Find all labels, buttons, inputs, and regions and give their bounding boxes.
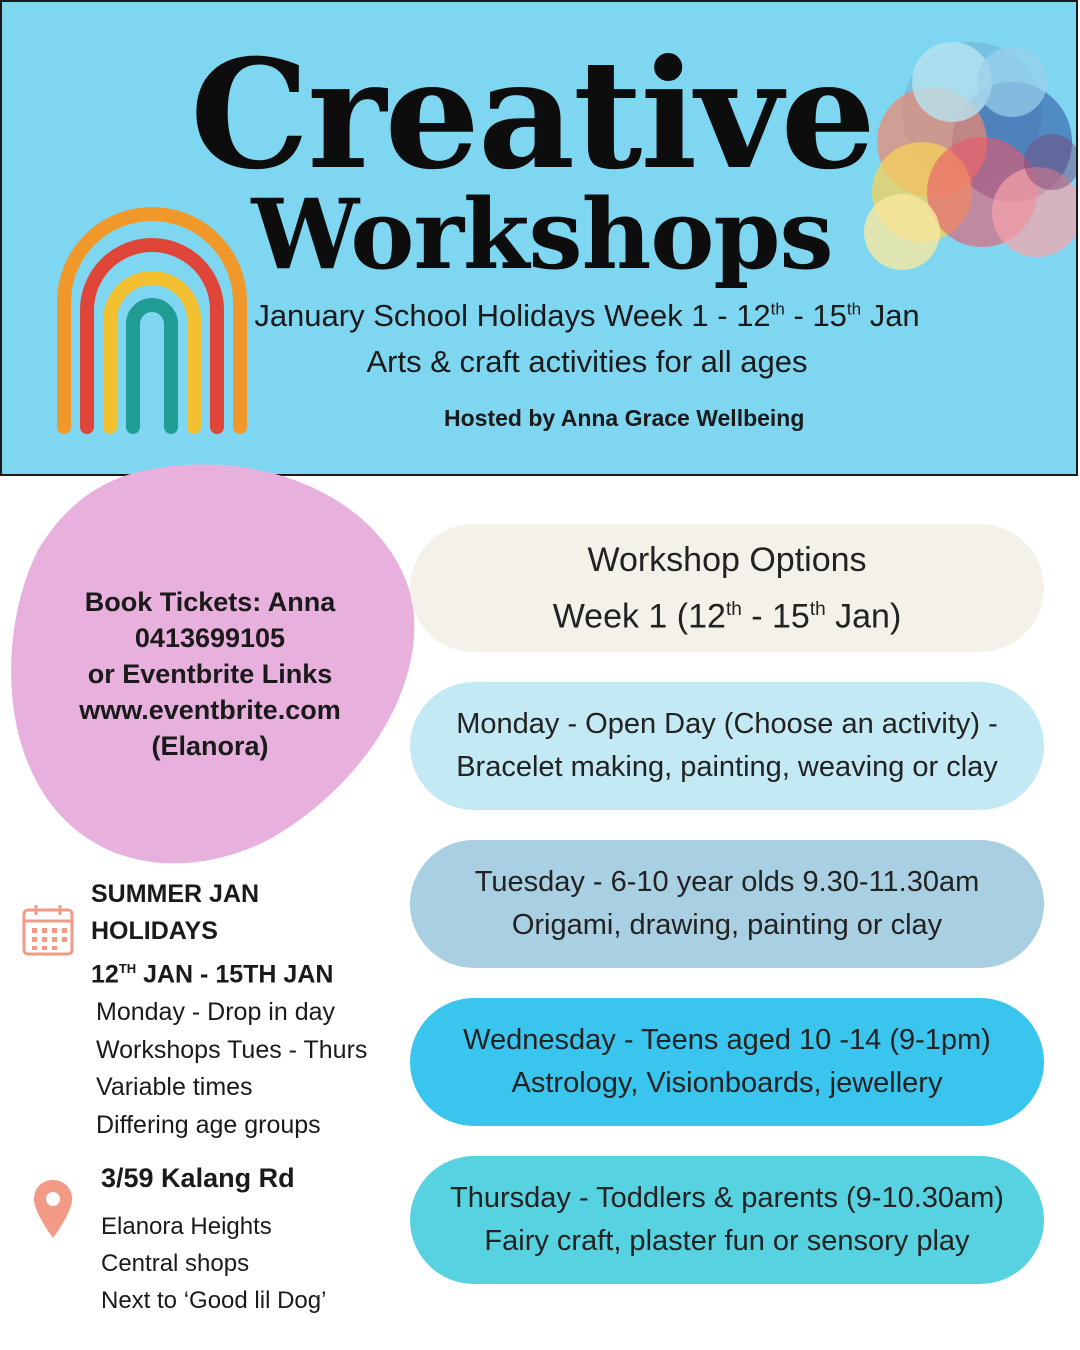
workshop-options-pill bbox=[410, 524, 1044, 652]
address-line: Elanora Heights bbox=[101, 1213, 272, 1240]
summer-holidays: SUMMER JAN HOLIDAYS 12TH JAN - 15TH JAN bbox=[91, 880, 334, 989]
thursday-title: Thursday - Toddlers & parents (9-10.30am) bbox=[450, 1182, 1004, 1214]
wednesday-activities: Astrology, Visionboards, jewellery bbox=[511, 1067, 943, 1099]
address-details bbox=[101, 1208, 326, 1319]
booking-or: or Eventbrite Links bbox=[87, 659, 333, 689]
wednesday-title: Wednesday - Teens aged 10 -14 (9-1pm) bbox=[463, 1024, 991, 1056]
booking-name: Book Tickets: Anna bbox=[84, 587, 336, 617]
booking-info bbox=[40, 584, 380, 764]
tuesday-title: Tuesday - 6-10 year olds 9.30-11.30am bbox=[474, 866, 980, 898]
booking-location: (Elanora) bbox=[151, 731, 269, 761]
hosted-by: Hosted by Anna Grace Wellbeing bbox=[444, 405, 805, 431]
activities-tagline: Arts & craft activities for all ages bbox=[366, 344, 808, 379]
note-item: Monday - Drop in day bbox=[96, 998, 336, 1026]
holiday-dates: January School Holidays Week 1 - 12th - 15th Jan bbox=[254, 298, 920, 333]
eventbrite-link[interactable]: www.eventbrite.com bbox=[79, 695, 341, 725]
header-banner bbox=[0, 0, 1078, 476]
note-item: Variable times bbox=[96, 1073, 253, 1101]
wednesday-pill bbox=[410, 998, 1044, 1126]
page-subtitle: Workshops bbox=[251, 178, 833, 291]
booking-phone[interactable]: 0413699105 bbox=[134, 623, 286, 653]
thursday-activities: Fairy craft, plaster fun or sensory play bbox=[484, 1225, 970, 1257]
location-pin-icon bbox=[32, 1178, 74, 1240]
monday-pill bbox=[410, 682, 1044, 810]
schedule-notes bbox=[96, 994, 367, 1144]
options-heading: Workshop Options bbox=[587, 540, 867, 579]
monday-title: Monday - Open Day (Choose an activity) - bbox=[456, 708, 998, 740]
note-item: Workshops Tues - Thurs bbox=[96, 1035, 368, 1064]
address-street: 3/59 Kalang Rd bbox=[101, 1163, 295, 1193]
tuesday-pill bbox=[410, 840, 1044, 968]
thursday-pill bbox=[410, 1156, 1044, 1284]
page-title: Creative bbox=[190, 27, 874, 203]
note-item: Differing age groups bbox=[96, 1110, 321, 1139]
calendar-icon bbox=[20, 902, 76, 958]
monday-activities: Bracelet making, painting, weaving or clay bbox=[456, 751, 998, 783]
address-line: Next to ‘Good lil Dog’ bbox=[101, 1287, 327, 1314]
options-week: Week 1 (12th - 15th Jan) bbox=[552, 597, 902, 636]
address-line: Central shops bbox=[101, 1250, 250, 1277]
tuesday-activities: Origami, drawing, painting or clay bbox=[511, 909, 943, 941]
